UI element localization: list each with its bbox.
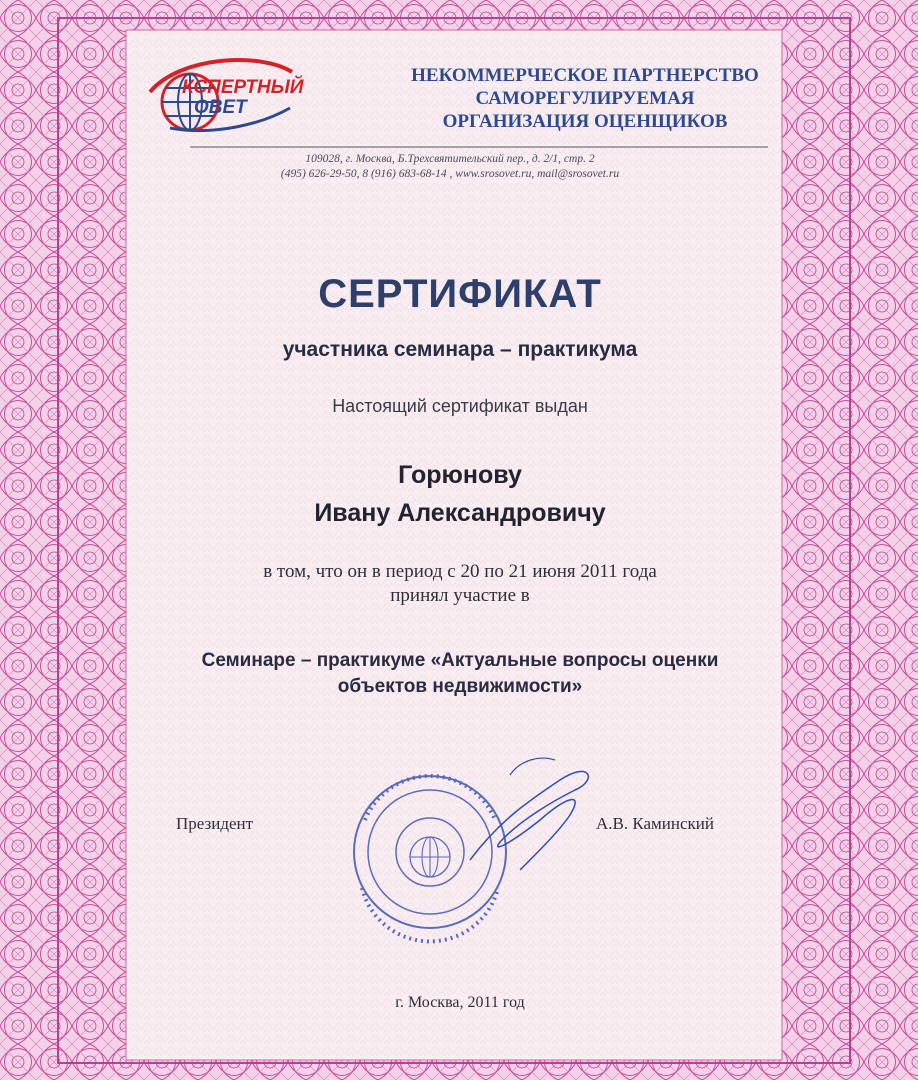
city-year: г. Москва, 2011 год — [395, 994, 525, 1011]
org-name-line: ОРГАНИЗАЦИЯ ОЦЕНЩИКОВ — [442, 111, 728, 132]
participation-text — [150, 560, 770, 608]
address-line: 109028, г. Москва, Б.Трехсвятительский пер., д. 2/1, стр. 2 — [305, 153, 595, 165]
organization-name — [405, 64, 765, 133]
logo-text-line1: КСПЕРТНЫЙ — [182, 77, 304, 98]
logo-text-line2: ОВЕТ — [194, 97, 247, 118]
organization-address — [150, 152, 750, 182]
seminar-title — [150, 648, 770, 700]
certificate-subtitle: участника семинара – практикума — [282, 338, 638, 361]
seminar-line: Семинаре – практикуме «Актуальные вопросы оценки — [201, 650, 719, 671]
issued-to-text: Настоящий сертификат выдан — [332, 396, 588, 416]
certificate-title: СЕРТИФИКАТ — [318, 272, 602, 316]
recipient-surname: Горюнову — [398, 461, 522, 489]
signer-name: А.В. Каминский — [596, 814, 714, 833]
participation-line: принял участие в — [390, 585, 530, 606]
logo-wordmark — [182, 78, 303, 118]
contacts-line: (495) 626-29-50, 8 (916) 683-68-14 , www.srosovet.ru, mail@srosovet.ru — [280, 168, 620, 180]
org-name-line: САМОРЕГУЛИРУЕМАЯ — [475, 88, 695, 109]
recipient-given-name: Ивану Александровичу — [314, 499, 606, 527]
org-name-line: НЕКОММЕРЧЕСКОЕ ПАРТНЕРСТВО — [411, 65, 759, 86]
seminar-line: объектов недвижимости» — [337, 676, 583, 697]
period-line: в том, что он в период с 20 по 21 июня 2011 года — [263, 561, 657, 582]
recipient-name — [150, 456, 770, 532]
signer-title: Президент — [176, 814, 254, 833]
